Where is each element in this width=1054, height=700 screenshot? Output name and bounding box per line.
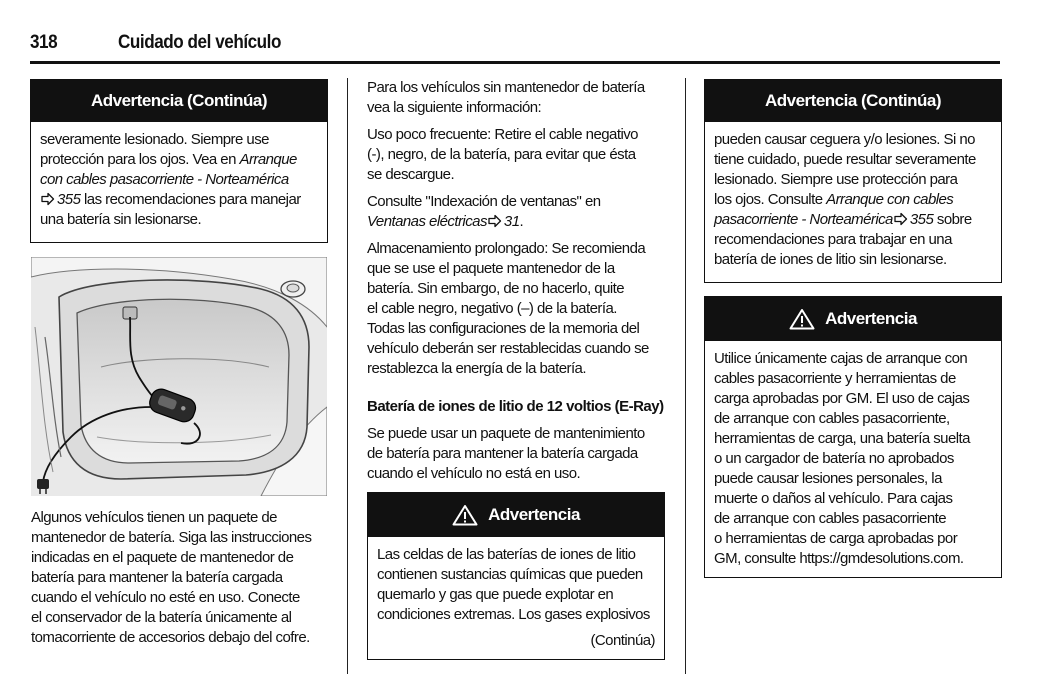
page-number: 318 <box>30 32 58 53</box>
warning-body <box>705 341 1001 569</box>
text-line: condiciones extremas. Los gases explosivos <box>377 606 650 623</box>
cross-reference[interactable]: Arranque <box>239 151 297 168</box>
text-line: Uso poco frecuente: Retire el cable negativo <box>367 126 638 143</box>
text-line: de arranque con cables pasacorriente, <box>714 410 950 427</box>
text-line: de batería para mantener la batería cargada <box>367 445 638 462</box>
warning-box-continued <box>30 79 328 243</box>
text-line: cables pasacorriente y herramientas de <box>714 370 956 387</box>
text-line: Ventanas eléctricas 31. <box>367 213 524 230</box>
text-line: Algunos vehículos tienen un paquete de <box>31 509 277 526</box>
warning-box-lithium <box>367 492 665 660</box>
text-line: una batería sin lesionarse. <box>40 211 202 228</box>
text-line: o un cargador de batería no aprobados <box>714 450 954 467</box>
lithium-paragraph <box>367 424 645 484</box>
page-header <box>30 30 1000 64</box>
text-line: contienen sustancias químicas que pueden <box>377 566 643 583</box>
text-line: batería de iones de litio sin lesionarse. <box>714 251 947 268</box>
text-line: el conservador de la batería únicamente al <box>31 609 292 626</box>
text-line: Almacenamiento prolongado: Se recomienda <box>367 240 646 257</box>
page-reference[interactable]: 31 <box>503 213 520 230</box>
text-line: de arranque con cables pasacorriente <box>714 510 947 527</box>
text-line: batería. Sin embargo, de no hacerlo, quite <box>367 280 625 297</box>
subheading-lithium-battery: Batería de iones de litio de 12 voltios (E-Ray) <box>367 398 664 415</box>
text-line: Todas las configuraciones de la memoria del <box>367 320 640 337</box>
text-line: carga aprobadas por GM. El uso de cajas <box>714 390 970 407</box>
text-line: vehículo deberán ser restablecidas cuando se <box>367 340 649 357</box>
text-line: herramientas de carga, una batería suelta <box>714 430 970 447</box>
page-reference-arrow-icon <box>41 192 55 206</box>
text-line: vea la siguiente información: <box>367 99 542 116</box>
text-line: los ojos. Consulte Arranque con cables <box>714 191 954 208</box>
text-line: tiene cuidado, puede resultar severamente <box>714 151 976 168</box>
warning-header <box>31 80 327 122</box>
text-line: lesionado. Siempre use protección para <box>714 171 958 188</box>
text-line: tomacorriente de accesorios debajo del cofre. <box>31 629 310 646</box>
warning-header <box>705 80 1001 122</box>
text-line: indicadas en el paquete de mantenedor de <box>31 549 294 566</box>
long-storage-paragraph <box>367 239 649 379</box>
text-line: Utilice únicamente cajas de arranque con <box>714 350 968 367</box>
warning-header <box>368 493 664 537</box>
warning-box-continued <box>704 79 1002 283</box>
text-line: que se use el paquete mantenedor de la <box>367 260 615 277</box>
battery-maintainer-paragraph <box>31 508 311 648</box>
text-line: pasacorriente - Norteamérica 355 sobre <box>714 211 972 228</box>
page-reference-arrow-icon <box>894 212 908 226</box>
text-line: Las celdas de las baterías de iones de litio <box>377 546 636 563</box>
text-line: 355 las recomendaciones para manejar <box>40 190 318 210</box>
warning-title: Advertencia <box>825 309 917 328</box>
section-title: Cuidado del vehículo <box>118 32 281 53</box>
warning-body <box>31 122 327 230</box>
text-line: Se puede usar un paquete de mantenimiento <box>367 425 645 442</box>
frunk-drawing <box>31 257 327 496</box>
text-line: el cable negro, negativo (–) de la batería. <box>367 300 617 317</box>
text-line: restablezca la energía de la batería. <box>367 360 586 377</box>
warning-body <box>705 122 1001 270</box>
page-reference[interactable]: 355 <box>909 211 934 228</box>
cross-reference[interactable]: Ventanas eléctricas <box>367 213 487 230</box>
warning-title: Advertencia <box>488 505 580 524</box>
window-indexing-paragraph <box>367 192 601 232</box>
warning-title: Advertencia (Continúa) <box>764 91 942 110</box>
text-line: recomendaciones para trabajar en una <box>714 231 952 248</box>
text-line: protección para los ojos. Vea en Arranque <box>40 151 297 168</box>
cross-reference[interactable]: pasacorriente - Norteamérica <box>714 211 893 228</box>
page-reference-arrow-icon <box>488 214 502 228</box>
text-line: mantenedor de batería. Siga las instrucciones <box>31 529 312 546</box>
text-line: batería para mantener la batería cargada <box>31 569 283 586</box>
battery-maintainer-illustration <box>31 257 327 496</box>
column-divider <box>347 78 348 674</box>
cross-reference[interactable]: con cables pasacorriente - Norteamérica <box>40 171 289 188</box>
continued-label: (Continúa) <box>590 632 655 649</box>
text-line: pueden causar ceguera y/o lesiones. Si no <box>714 131 975 148</box>
warning-header <box>705 297 1001 341</box>
text-line: Para los vehículos sin mantenedor de batería <box>367 79 645 96</box>
text-line: puede causar lesiones personales, la <box>714 470 942 487</box>
text-line: quemarlo y gas que puede explotar en <box>377 586 614 603</box>
text-line <box>40 170 318 190</box>
text-line: (-), negro, de la batería, para evitar que ésta <box>367 146 636 163</box>
warning-title: Advertencia (Continúa) <box>90 91 268 110</box>
warning-body <box>368 537 664 651</box>
text-line: Consulte "Indexación de ventanas" en <box>367 193 601 210</box>
warning-box-jump-start <box>704 296 1002 578</box>
text-line: cuando el vehículo no esté en uso. Conecte <box>31 589 300 606</box>
text-line: cuando el vehículo no está en uso. <box>367 465 581 482</box>
text-line: GM, consulte https://gmdesolutions.com. <box>714 550 964 567</box>
text-line: severamente lesionado. Siempre use <box>40 131 269 148</box>
lithium-subheading-block <box>367 398 664 415</box>
text-line: se descargue. <box>367 166 455 183</box>
warning-triangle-icon <box>789 308 815 330</box>
infrequent-use-paragraph <box>367 125 638 185</box>
text-line: o herramientas de carga aprobadas por <box>714 530 958 547</box>
warning-triangle-icon <box>452 504 478 526</box>
page-reference[interactable]: 355 <box>57 191 81 208</box>
column-divider <box>685 78 686 674</box>
cross-reference[interactable]: Arranque con cables <box>826 191 954 208</box>
text-line: muerte o daños al vehículo. Para cajas <box>714 490 953 507</box>
intro-paragraph <box>367 78 645 118</box>
